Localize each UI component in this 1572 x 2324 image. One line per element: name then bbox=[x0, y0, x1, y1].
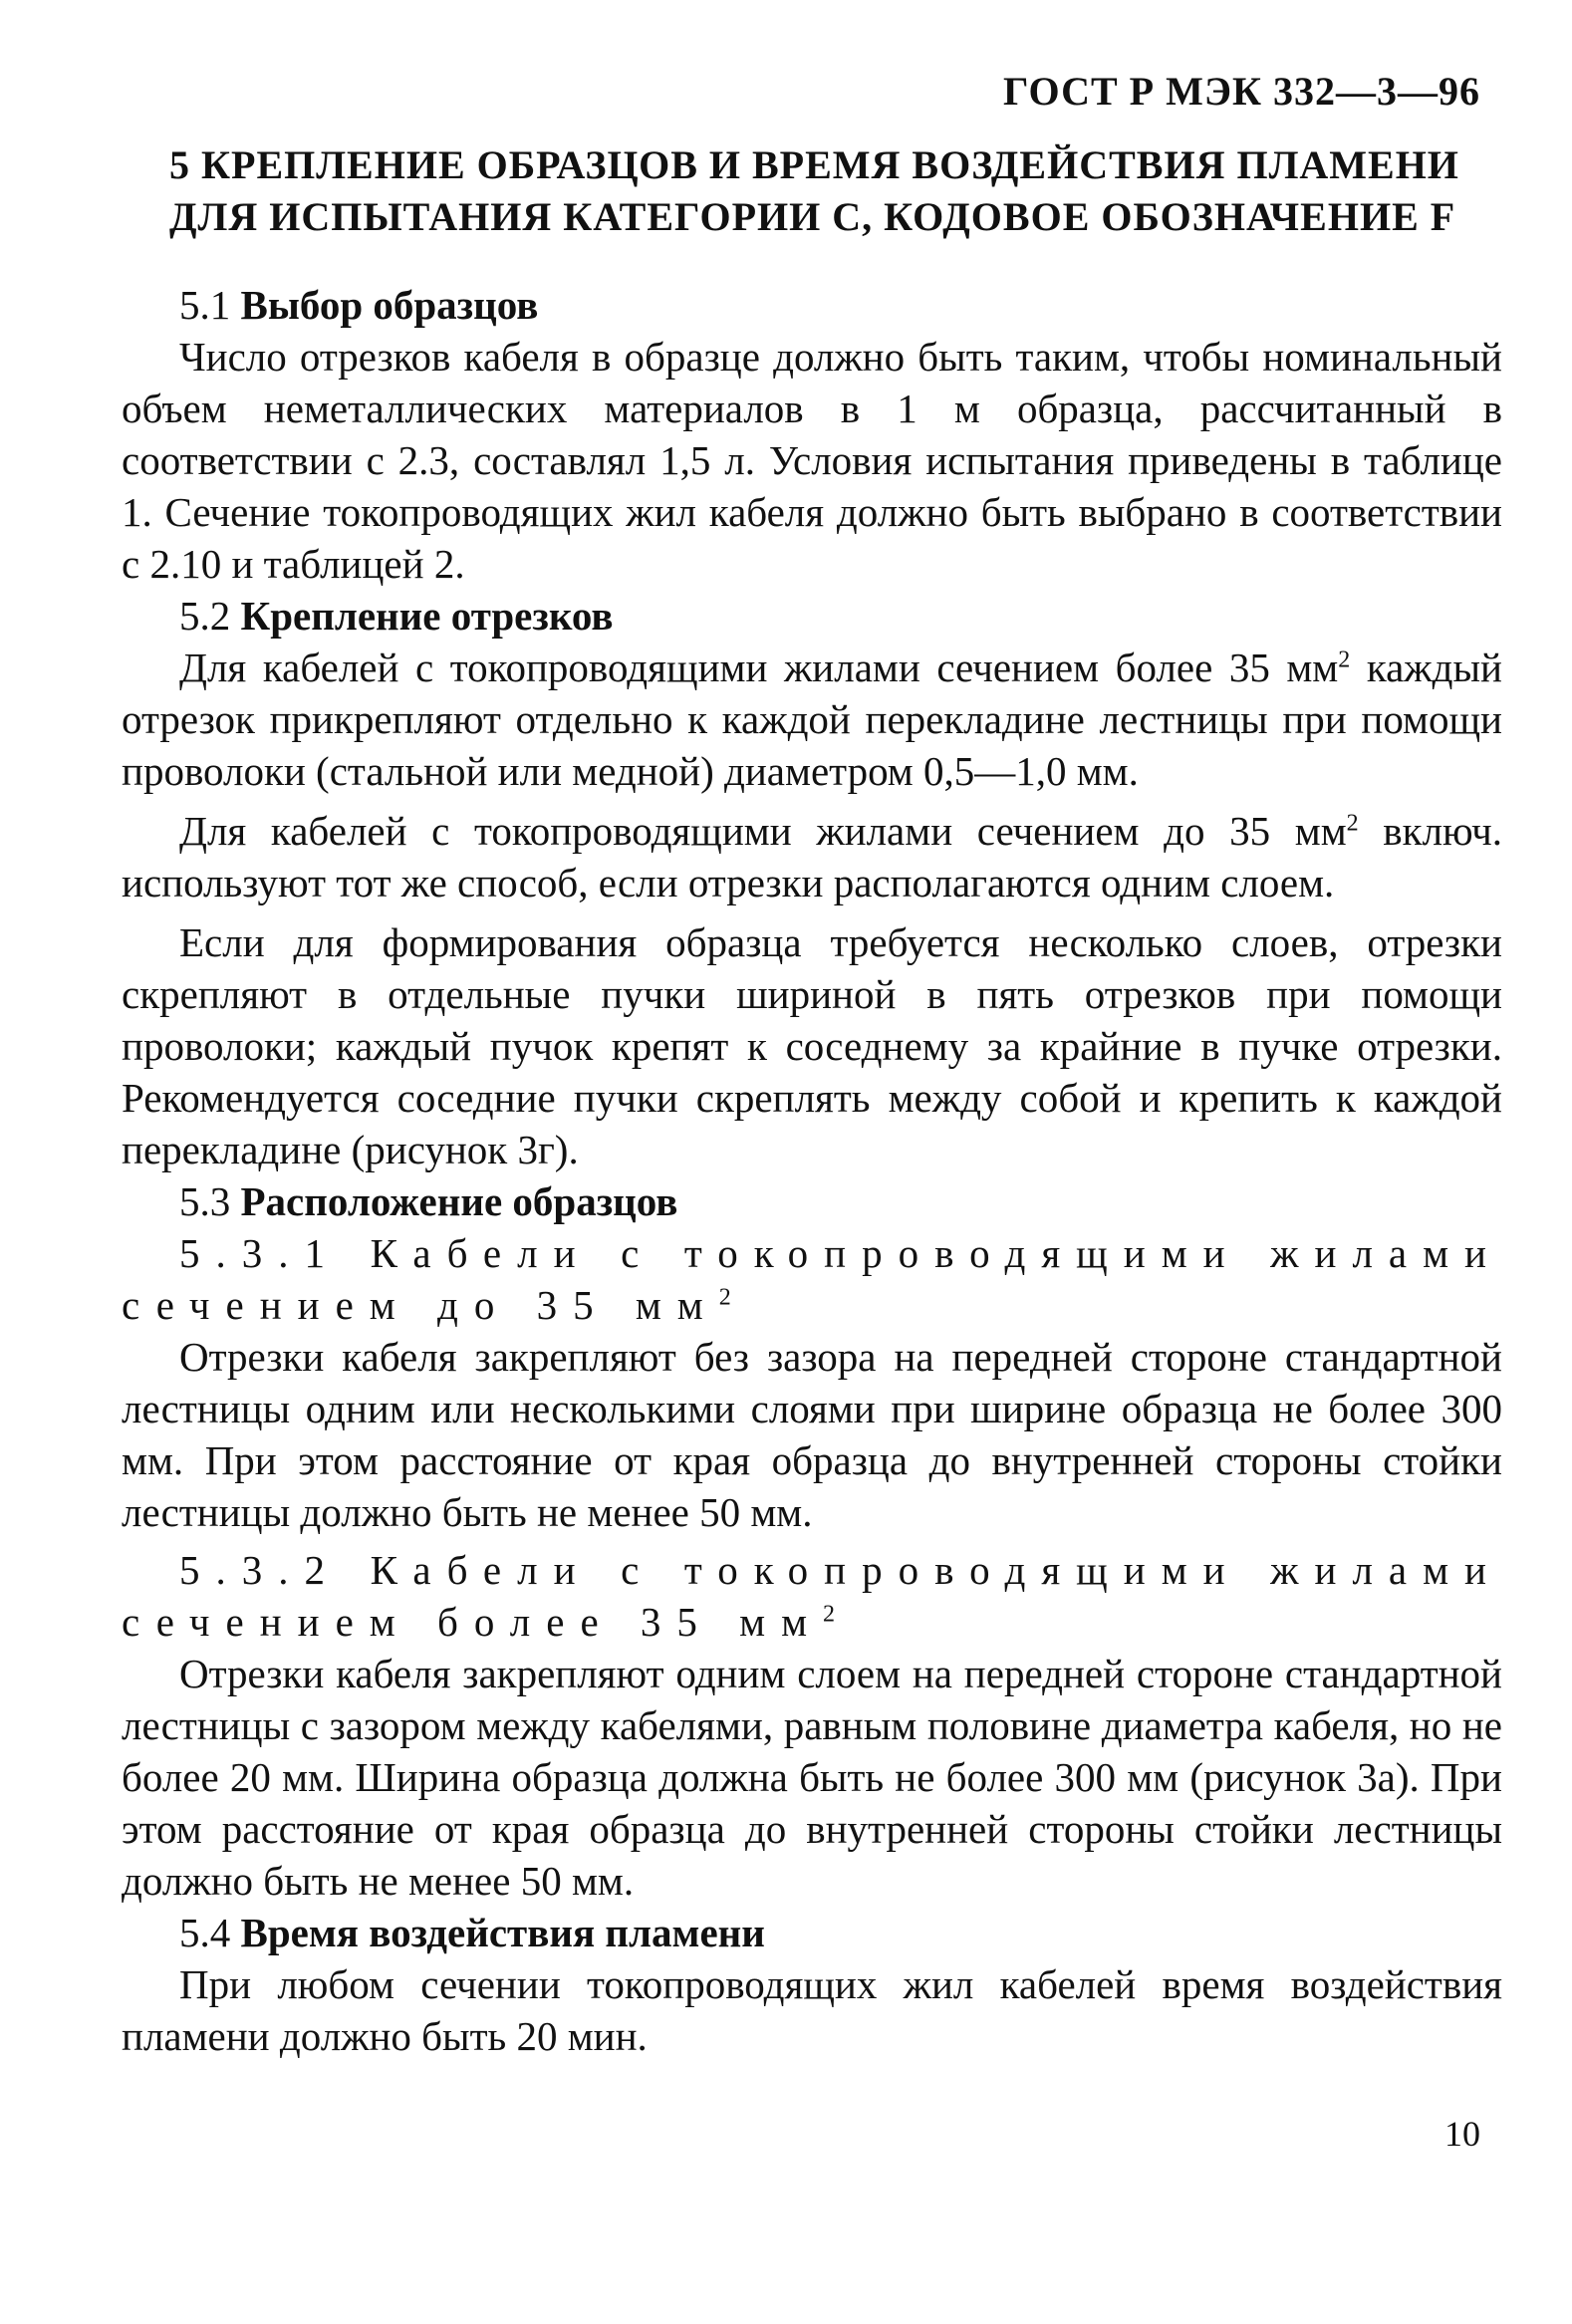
superscript: 2 bbox=[718, 1284, 747, 1311]
subsection-number: 5.2 bbox=[179, 593, 231, 639]
paragraph: Если для формирования образца требуется несколько слоев, отрезки скрепляют в отдельные пучки шириной в пять отрезков при помощи проволоки; каждый пучок крепят к соседнему за крайние в пучке отрезки. Рекомендуется соседние пучки скреплять между собой и крепить к каждой перекладине (рисунок 3г). bbox=[122, 919, 1502, 1172]
section-title: 5 КРЕПЛЕНИЕ ОБРАЗЦОВ И ВРЕМЯ ВОЗДЕЙСТВИЯ ПЛАМЕНИ ДЛЯ ИСПЫТАНИЯ КАТЕГОРИИ С, КОДОВОЕ ОБОЗНАЧЕНИЕ F bbox=[169, 142, 1459, 239]
superscript: 2 bbox=[1338, 646, 1351, 673]
subsection-number: 5.1 bbox=[179, 282, 231, 328]
paragraph: Отрезки кабеля закрепляют без зазора на передней стороне стандартной лестницы одним или несколькими слоями при ширине образца не более 300 мм. При этом расстояние от края образца до внутренней стороны стойки лестницы должно быть не менее 50 мм. bbox=[122, 1334, 1502, 1535]
clause-heading-text: 5.3.2 Кабели с токопроводящими жилами сечением более 35 мм bbox=[122, 1547, 1502, 1645]
subsection-heading-5-3 bbox=[122, 1175, 1502, 1227]
paragraph: Отрезки кабеля закрепляют одним слоем на передней стороне стандартной лестницы с зазором между кабелями, равным половине диаметра кабеля, но не более 20 мм. Ширина образца должна быть не более 300 мм (рисунок 3а). При этом расстояние от края образца до внутренней стороны стойки лестницы должно быть не менее 50 мм. bbox=[122, 1651, 1502, 1904]
clause-heading-5-3-2 bbox=[122, 1544, 1502, 1648]
subsection-title: Время воздействия пламени bbox=[240, 1910, 765, 1955]
superscript: 2 bbox=[1346, 810, 1359, 837]
clause-heading-text: 5.3.1 Кабели с токопроводящими жилами сечением до 35 мм bbox=[122, 1230, 1502, 1328]
paragraph-text: Для кабелей с токопроводящими жилами сечением более 35 мм bbox=[179, 645, 1339, 690]
paragraph: При любом сечении токопроводящих жил кабелей время воздействия пламени должно быть 20 мин. bbox=[122, 1961, 1502, 2059]
superscript: 2 bbox=[823, 1601, 852, 1628]
subsection-number: 5.4 bbox=[179, 1910, 231, 1955]
document-header: ГОСТ Р МЭК 332—3—96 bbox=[1003, 69, 1480, 114]
subsection-heading-5-4 bbox=[122, 1907, 1502, 1958]
paragraph-text: каждый отрезок прикрепляют отдельно к каждой перекладине лестницы при помощи проволоки (стальной или медной) диаметром 0,5—1,0 мм. bbox=[122, 645, 1502, 794]
subsection-title: Расположение образцов bbox=[240, 1178, 678, 1224]
paragraph-text: Для кабелей с токопроводящими жилами сечением до 35 мм bbox=[179, 808, 1347, 854]
paragraph bbox=[122, 805, 1502, 908]
paragraph-text: включ. используют тот же способ, если отрезки располагаются одним слоем. bbox=[122, 808, 1502, 905]
document-body bbox=[122, 279, 1502, 2062]
paragraph bbox=[122, 642, 1502, 797]
subsection-heading-5-2 bbox=[122, 590, 1502, 642]
subsection-title: Выбор образцов bbox=[240, 282, 539, 328]
subsection-number: 5.3 bbox=[179, 1178, 231, 1224]
subsection-heading-5-1 bbox=[122, 279, 1502, 331]
paragraph: Число отрезков кабеля в образце должно быть таким, чтобы номинальный объем неметаллических материалов в 1 м образца, рассчитанный в соответствии с 2.3, составлял 1,5 л. Условия испытания приведены в таблице 1. Сечение токопроводящих жил кабеля должно быть выбрано в соответствии с 2.10 и таблицей 2. bbox=[122, 334, 1502, 587]
page-number: 10 bbox=[1444, 2114, 1480, 2154]
subsection-title: Крепление отрезков bbox=[240, 593, 614, 639]
clause-heading-5-3-1 bbox=[122, 1227, 1502, 1331]
